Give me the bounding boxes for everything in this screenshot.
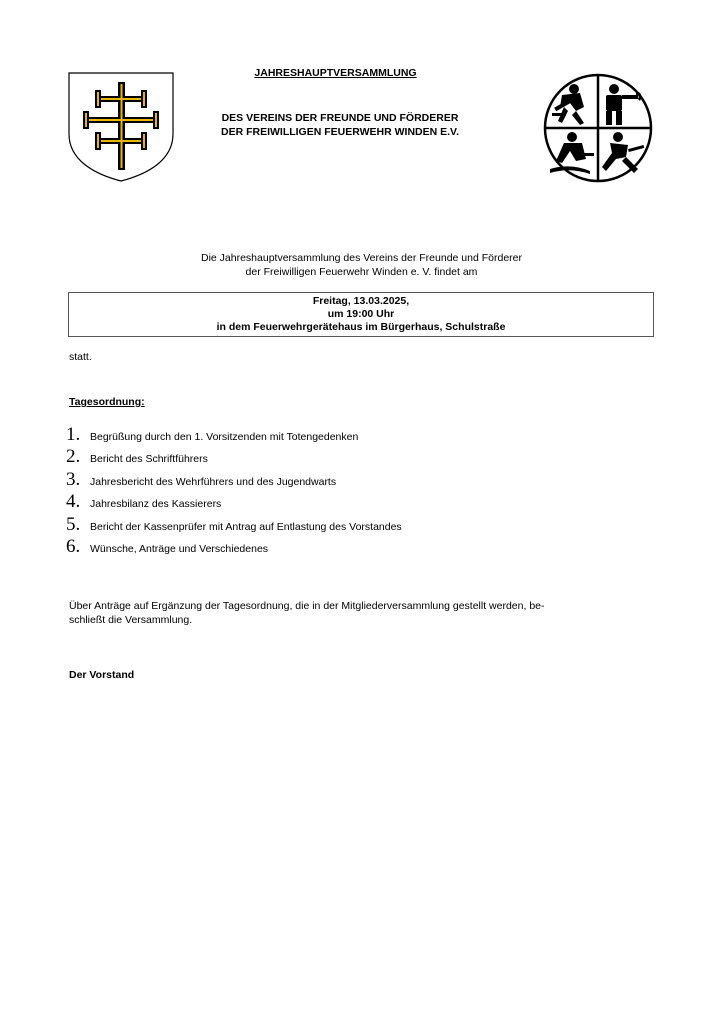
town-crest-icon [68, 72, 174, 182]
agenda-item-number: 1. [66, 424, 81, 445]
agenda-item-text: Jahresbericht des Wehrführers und des Jugendwarts [90, 475, 337, 488]
title-text: JAHRESHAUPTVERSAMMLUNG [254, 67, 417, 79]
note-line-2: schließt die Versammlung. [69, 614, 193, 626]
agenda-item [66, 536, 402, 558]
association-name [170, 111, 510, 139]
agenda-item [66, 446, 402, 468]
intro-paragraph [0, 251, 723, 279]
subtitle-line-2: DER FREIWILLIGEN FEUERWEHR WINDEN E.V. [220, 126, 459, 138]
event-location: in dem Feuerwehrgerätehaus im Bürgerhaus, Schulstraße [216, 321, 506, 333]
agenda-list [66, 424, 402, 558]
agenda-item-text: Bericht der Kassenprüfer mit Antrag auf Entlastung des Vorstandes [90, 520, 402, 533]
agenda-item [66, 469, 402, 491]
agenda-heading: Tagesordnung: [69, 396, 145, 408]
intro-line-2: der Freiwilligen Feuerwehr Winden e. V. findet am [245, 266, 478, 278]
agenda-item-number: 3. [66, 468, 81, 490]
event-date: Freitag, 13.03.2025, [312, 295, 410, 307]
document-title [0, 67, 723, 79]
agenda-item-number: 4. [66, 491, 81, 513]
agenda-item-text: Jahresbilanz des Kassierers [90, 498, 222, 511]
agenda-item [66, 491, 402, 513]
amendment-note [69, 599, 629, 627]
intro-line-1: Die Jahreshauptversammlung des Vereins der Freunde und Förderer [200, 252, 522, 264]
agenda-item-text: Bericht des Schriftführers [90, 453, 208, 466]
agenda-item [66, 514, 402, 536]
subtitle-line-1: DES VEREINS DER FREUNDE UND FÖRDERER [221, 112, 459, 124]
statt-text: statt. [69, 351, 92, 363]
event-time: um 19:00 Uhr [327, 308, 395, 320]
agenda-item-number: 6. [66, 535, 81, 557]
agenda-item-text: Wünsche, Anträge und Verschiedenes [90, 542, 269, 555]
note-line-1: Über Anträge auf Ergänzung der Tagesordnung, die in der Mitgliederversammlung gestellt werden, be- [69, 600, 545, 612]
signature: Der Vorstand [69, 669, 135, 681]
fire-brigade-emblem-icon [540, 73, 657, 183]
agenda-item-number: 5. [66, 513, 81, 535]
agenda-item [66, 424, 402, 446]
agenda-item-text: Begrüßung durch den 1. Vorsitzenden mit Totengedenken [90, 431, 359, 443]
agenda-item-number: 2. [66, 446, 81, 468]
event-details-box [68, 292, 654, 337]
